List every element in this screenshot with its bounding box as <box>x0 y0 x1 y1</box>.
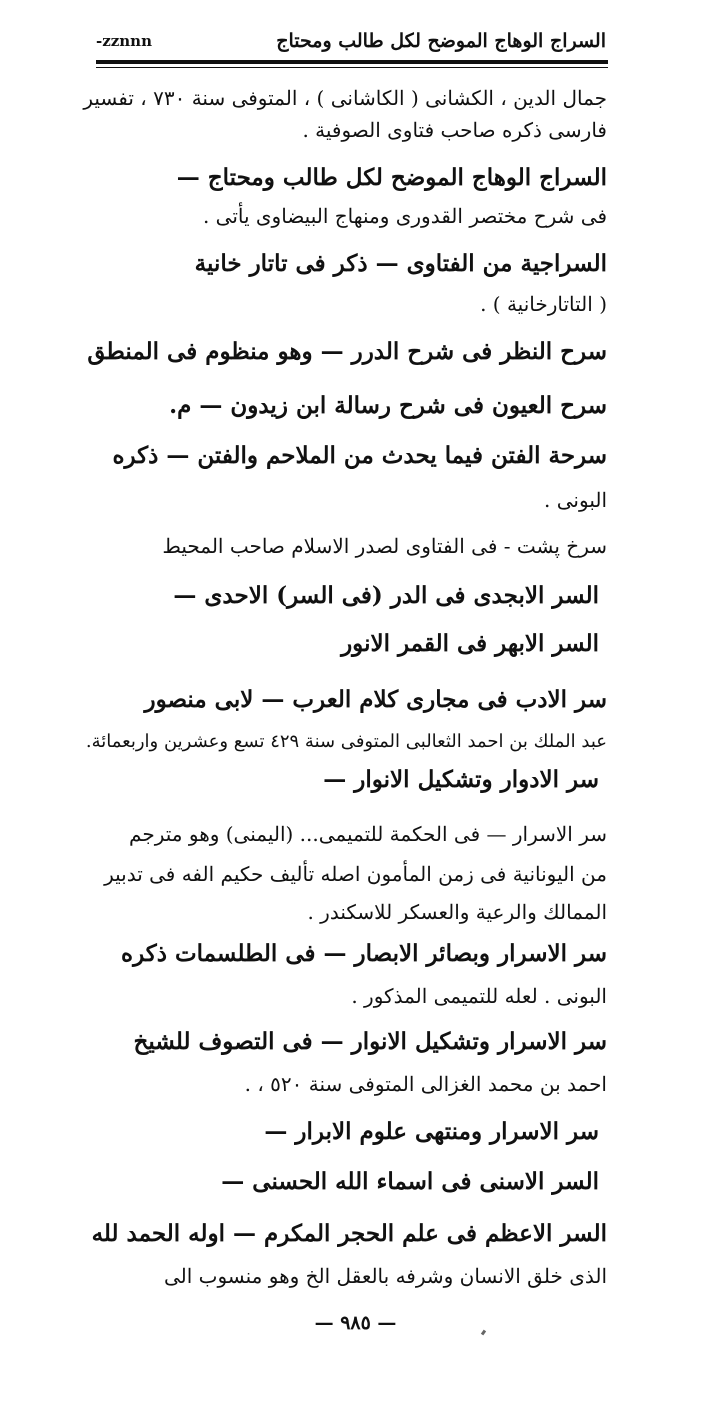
text-line: الذى خلق الانسان وشرفه بالعقل الخ وهو منسوب الى <box>163 1264 607 1288</box>
text-line: ( التاتارخانية ) . <box>480 292 607 316</box>
text-line: من اليونانية فى زمن المأمون اصله تأليف حكيم الفه فى تدبير <box>104 862 607 886</box>
entry-heading: السراج الوهاج الموضح لكل طالب ومحتاج — <box>176 164 607 191</box>
entry-heading: سر الادب فى مجارى كلام العرب — لابى منصور <box>144 686 607 713</box>
entry-heading: سرح العيون فى شرح رسالة ابن زيدون — م. <box>169 392 607 419</box>
entry-heading: سرح النظر فى شرح الدرر — وهو منظوم فى المنطق <box>87 338 607 365</box>
entry-heading: السر الاسنى فى اسماء الله الحسنى — <box>221 1168 599 1195</box>
entry-heading: سر الادوار وتشكيل الانوار — <box>323 766 599 793</box>
entry-heading: السر الابهر فى القمر الانور <box>341 630 599 657</box>
entry-heading: سرخ پشت - فى الفتاوى لصدر الاسلام صاحب المحيط <box>162 534 607 558</box>
text-line: فى شرح مختصر القدورى ومنهاج البيضاوى يأتى . <box>202 204 607 228</box>
text-line: جمال الدين ، الكشانى ( الكاشانى ) ، المتوفى سنة ٧٣٠ ، تفسير <box>83 86 607 110</box>
running-header-title: السراج الوهاج الموضح لكل طالب ومحتاج <box>276 30 606 52</box>
page-number: — ٩٨٥ — <box>314 1312 397 1334</box>
header-rule-thick <box>96 60 608 64</box>
entry-heading: السر الابجدى فى الدر (فى السر) الاحدى — <box>173 582 599 609</box>
running-header-code: -zznnn <box>96 32 152 50</box>
entry-heading: سر الاسرار ومنتهى علوم الابرار — <box>264 1118 599 1145</box>
entry-heading: السراجية من الفتاوى — ذكر فى تاتار خانية <box>194 250 607 277</box>
entry-heading: سر الاسرار وتشكيل الانوار — فى التصوف للشيخ <box>133 1028 607 1055</box>
running-header <box>96 24 606 64</box>
text-line: البونى . <box>544 488 607 512</box>
text-line: عبد الملك بن احمد الثعالبى المتوفى سنة ٤٢٩ تسع وعشرين واربعمائة. <box>85 731 607 752</box>
entry-heading: سر الاسرار — فى الحكمة للتميمى... (اليمنى) وهو مترجم <box>129 822 607 846</box>
text-line: احمد بن محمد الغزالى المتوفى سنة ٥٢٠ ، . <box>244 1072 607 1096</box>
text-line: البونى . لعله للتميمى المذكور . <box>351 984 607 1008</box>
entry-heading: سرحة الفتن فيما يحدث من الملاحم والفتن — ذكره <box>112 442 607 469</box>
text-line: فارسى ذكره صاحب فتاوى الصوفية . <box>302 118 607 142</box>
entry-heading: سر الاسرار وبصائر الابصار — فى الطلسمات ذكره <box>121 940 607 967</box>
header-rule-thin <box>96 67 608 68</box>
text-line: الممالك والرعية والعسكر للاسكندر . <box>307 900 607 924</box>
entry-heading: السر الاعظم فى علم الحجر المكرم — اوله الحمد لله <box>91 1220 607 1247</box>
